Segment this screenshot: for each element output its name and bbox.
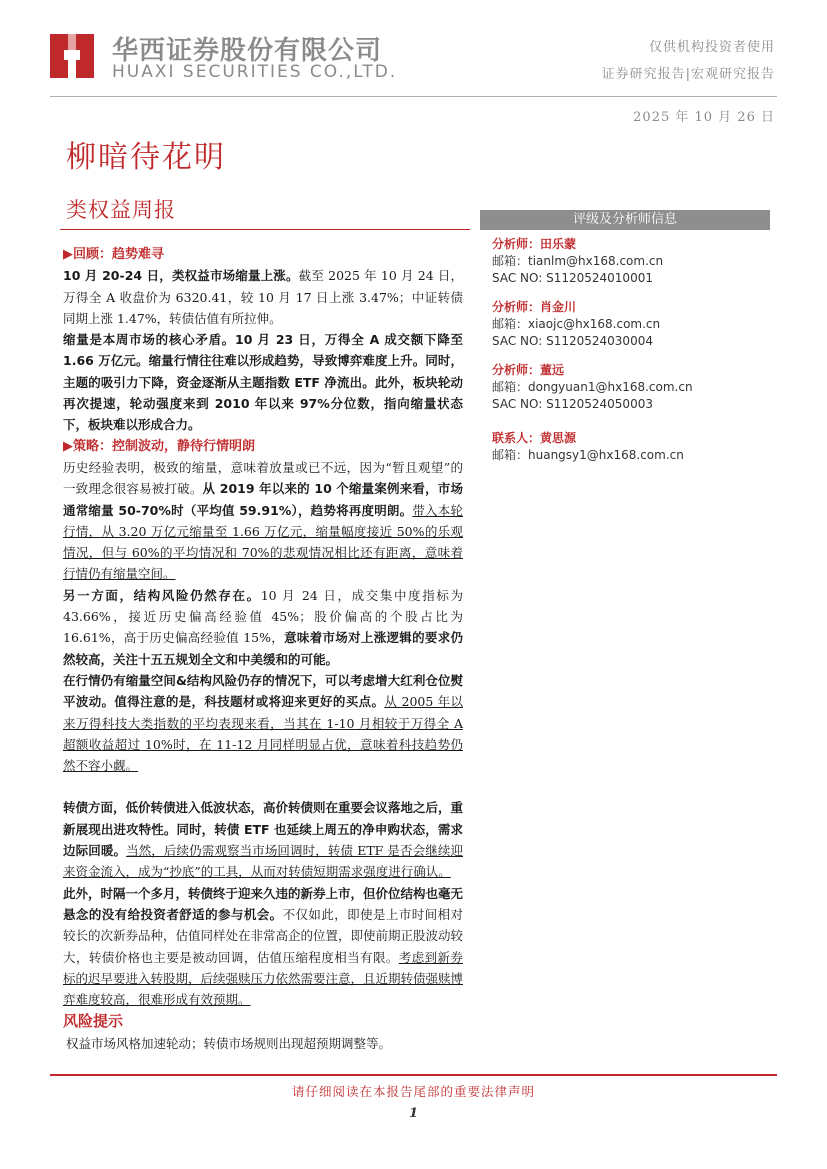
analyst-sac: SAC NO: S1120524050003 bbox=[492, 397, 653, 411]
analyst-sac: SAC NO: S1120524010001 bbox=[492, 271, 653, 285]
risk-heading: 风险提示 bbox=[63, 1012, 124, 1030]
audience-note: 仅供机构投资者使用 bbox=[648, 40, 775, 55]
legal-disclaimer: 请仔细阅读在本报告尾部的重要法律声明 bbox=[291, 1084, 535, 1099]
analyst-name: 分析师：田乐蒙 bbox=[492, 237, 577, 251]
analyst-email[interactable]: 邮箱：dongyuan1@hx168.com.cn bbox=[492, 380, 693, 394]
analyst-email[interactable]: 邮箱：tianlm@hx168.com.cn bbox=[492, 254, 664, 268]
paragraph: 10 月 20-24 日，类权益市场缩量上涨。截至 2025 年 10 月 24 日，万得全 A 收盘价为 6320.41，较 10 月 17 日上涨 3.47%；中证转债同期上涨 1.47%，转债估值有所拉伸。 bbox=[63, 268, 463, 326]
contact-email[interactable]: 邮箱：huangsy1@hx168.com.cn bbox=[492, 448, 684, 462]
section-heading-review: ▶回顾：趋势难寻 bbox=[63, 247, 164, 262]
risk-text: 权益市场风格加速轮动；转债市场规则出现超预期调整等。 bbox=[66, 1036, 392, 1051]
paragraph: 历史经验表明，极致的缩量，意味着放量或已不远，因为“暂且观望”的一致理念很容易被打破。从 2019 年以来的 10 个缩量案例来看，市场通常缩量 50-70%时（平均值 59.91%），趋势将再度明朗。带入本轮行情，从 3.20 万亿元缩量至 1.66 万亿元，缩量幅度接近 50%的乐观情况，但与 60%的平均情况和 70%的悲观情况相比还有距离，意味着行情仍有缩量空间。 bbox=[63, 459, 463, 582]
paragraph: 缩量是本周市场的核心矛盾。10 月 23 日，万得全 A 成交额下降至 1.66 万亿元。缩量行情往往难以形成趋势，导致博弈难度上升。同时，主题的吸引力下降，资金逐渐从主题指数 ETF 净流出。此外，板块轮动再次提速，轮动强度来到 2010 年以来 97%分位数，指向缩量状态下，板块难以形成合力。 bbox=[63, 332, 463, 433]
analyst-card bbox=[492, 299, 772, 350]
paragraph: 转债方面，低价转债进入低波状态，高价转债则在重要会议落地之后，重新展现出进攻特性。同时，转债 ETF 也延续上周五的净申购状态，需求边际回暖。当然，后续仍需观察当市场回调时，转债 ETF 是否会继续迎来资金流入，成为“抄底”的工具，从而对转债短期需求强度进行确认。 bbox=[63, 800, 464, 880]
page-number: 1 bbox=[408, 1106, 419, 1121]
paragraph: 另一方面，结构风险仍然存在。10 月 24 日，成交集中度指标为 43.66%，接近历史偏高经验值 45%；股价偏高的个股占比为 16.61%，高于历史偏高经验值 15%，意味着市场对上涨逻辑的要求仍然较高，关注十五五规划全文和中美缓和的可能。 bbox=[63, 587, 463, 667]
report-body bbox=[63, 244, 463, 1010]
report-category: 证券研究报告|宏观研究报告 bbox=[601, 67, 775, 82]
analyst-card bbox=[492, 362, 772, 413]
subtitle-divider bbox=[60, 229, 470, 230]
contact-card bbox=[492, 430, 772, 464]
footer-divider bbox=[50, 1074, 777, 1076]
contact-name: 联系人：黄思源 bbox=[492, 431, 577, 445]
section-heading-strategy: ▶策略：控制波动，静待行情明朗 bbox=[63, 438, 255, 454]
analyst-card bbox=[492, 236, 772, 287]
analyst-name: 分析师：董远 bbox=[492, 363, 565, 377]
analyst-email[interactable]: 邮箱：xiaojc@hx168.com.cn bbox=[492, 317, 661, 331]
paragraph: 此外，时隔一个多月，转债终于迎来久违的新券上市，但价位结构也毫无悬念的没有给投资者舒适的参与机会。不仅如此，即使是上市时间相对较长的次新券品种，估值同样处在非常高企的位置，即使前期正股波动较大，转债价格也主要是被动回调，估值压缩程度相当有限。考虑到新券标的迟早要进入转股期，后续强赎压力依然需要注意，且近期转债强赎博弈难度较高，很难形成有效预期。 bbox=[63, 885, 464, 1008]
company-name-cn: 华西证券股份有限公司 bbox=[112, 36, 383, 66]
analyst-sac: SAC NO: S1120524030004 bbox=[492, 334, 653, 348]
report-date: 2025 年 10 月 26 日 bbox=[633, 110, 775, 125]
header-divider bbox=[50, 96, 777, 97]
analyst-info-heading: 评级及分析师信息 bbox=[480, 210, 770, 230]
report-title: 柳暗待花明 bbox=[66, 140, 226, 175]
huaxi-logo-icon bbox=[50, 30, 100, 80]
paragraph: 在行情仍有缩量空间&结构风险仍存的情况下，可以考虑增大红利仓位熨平波动。值得注意的是，科技题材或将迎来更好的买点。从 2005 年以来万得科技大类指数的平均表现来看，当其在 1-10 月相较于万得全 A 超额收益超过 10%时，在 11-12 月同样明显占优，意味着科技趋势仍然不容小觑。 bbox=[63, 672, 463, 774]
company-name-en: HUAXI SECURITIES CO.,LTD. bbox=[112, 62, 398, 82]
report-subtitle: 类权益周报 bbox=[66, 198, 176, 222]
analyst-name: 分析师：肖金川 bbox=[492, 300, 577, 314]
